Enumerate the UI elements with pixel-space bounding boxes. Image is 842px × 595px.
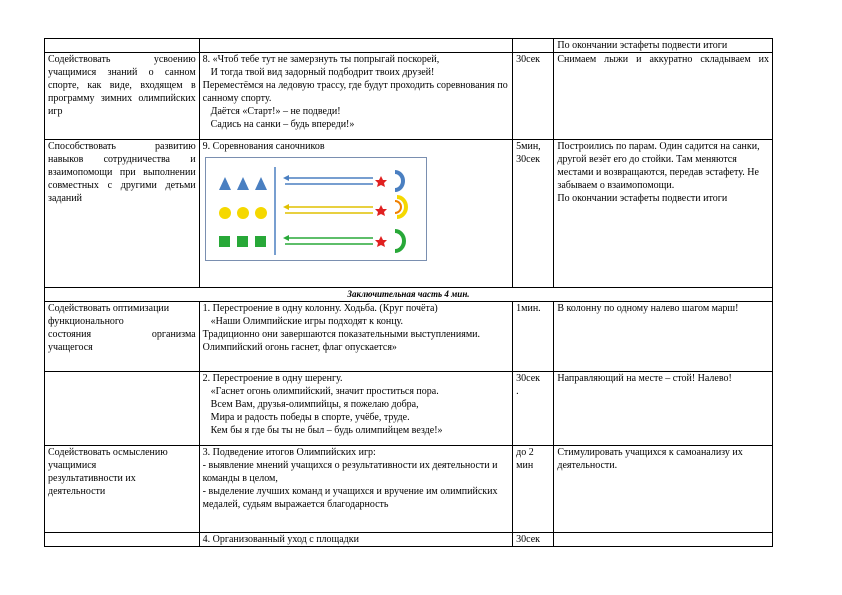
square-icon [219, 236, 230, 247]
time-text: мин [516, 460, 534, 471]
section-heading: Заключительная часть 4 мин. [45, 288, 773, 302]
goal-cell [45, 533, 200, 547]
content-line: Мира и радость победы в спорте, учёбе, труде. [210, 412, 410, 423]
content-cell [199, 140, 512, 288]
time-text: . [516, 386, 519, 397]
lesson-plan-table [44, 38, 773, 547]
goal-text: функционального [48, 316, 124, 327]
content-line: «Наши Олимпийские игры подходят к концу. [210, 316, 404, 327]
table-row [45, 140, 773, 288]
table-row [45, 53, 773, 140]
ball-icon [237, 207, 249, 219]
time-text: до 2 [516, 447, 534, 458]
time-cell [513, 302, 554, 372]
content-cell [199, 372, 512, 446]
content-cell [199, 39, 512, 53]
goal-text: учащегося [48, 342, 93, 353]
time-text: 5мин, [516, 141, 541, 152]
goal-text: деятельности [48, 486, 106, 497]
content-line: Садись на санки – будь впереди!» [210, 119, 355, 130]
content-line: 3. Подведение итогов Олимпийских игр: [202, 447, 376, 458]
remark-cell [554, 39, 773, 53]
content-line: 4. Организованный уход с площадки [202, 534, 359, 545]
time-cell [513, 39, 554, 53]
sled-relay-diagram [205, 157, 427, 261]
remark-cell [554, 372, 773, 446]
goal-text: Содействовать оптимизации [48, 303, 170, 314]
goal-cell [45, 302, 200, 372]
remark-text: В колонну по одному налево шагом марш! [557, 303, 739, 314]
time-text: 30сек [516, 373, 540, 384]
remark-text: Направляющий на месте – стой! Налево! [557, 373, 732, 384]
remark-cell [554, 53, 773, 140]
table-row [45, 533, 773, 547]
content-line: - выявление мнений учащихся о результативности их деятельности и команды в целом, [202, 460, 498, 484]
content-cell [199, 533, 512, 547]
goal-cell [45, 446, 200, 533]
content-line: Всем Вам, друзья-олимпийцы, я пожелаю добра, [210, 399, 419, 410]
content-cell [199, 302, 512, 372]
sled-relay-diagram-svg [205, 157, 427, 261]
goal-text: учащимися [48, 460, 97, 471]
goal-text: Содействовать усвоению учащимися знаний о санном спорте, как виде, входящем в программу зимних олимпийских игр [48, 54, 196, 117]
content-line: 9. Соревнования саночников [202, 141, 325, 152]
remark-text: По окончании эстафеты подвести итоги [557, 193, 728, 204]
remark-text: По окончании эстафеты подвести итоги [557, 40, 728, 51]
goal-cell [45, 140, 200, 288]
content-line: Даётся «Старт!» – не подведи! [210, 106, 341, 117]
time-text: 30сек [516, 534, 540, 545]
goal-cell [45, 53, 200, 140]
time-cell [513, 533, 554, 547]
table-row [45, 372, 773, 446]
content-line: 8. «Чтоб тебе тут не замерзнуть ты попрыгай поскорей, [202, 54, 440, 65]
time-cell [513, 140, 554, 288]
remark-cell [554, 446, 773, 533]
table-row [45, 39, 773, 53]
time-cell [513, 446, 554, 533]
content-line: «Гаснет огонь олимпийский, значит проститься пора. [210, 386, 439, 397]
content-line: И тогда твой вид задорный подбодрит твоих друзей! [210, 67, 435, 78]
remark-text: Построились по парам. Один садится на санки, другой везёт его до стойки. Там меняются местами и возвращаются, передав эстафету. Не забываем о взаимопомощи. [557, 141, 760, 191]
content-line: Переместёмся на ледовую трассу, где будут проходить соревнования по санному спорту. [202, 80, 508, 104]
remark-text: Стимулировать учащихся к самоанализу их деятельности. [557, 447, 743, 471]
content-cell [199, 446, 512, 533]
time-cell [513, 53, 554, 140]
time-text: 30сек [516, 154, 540, 165]
square-icon [255, 236, 266, 247]
table-row [45, 302, 773, 372]
table-row [45, 446, 773, 533]
ball-icon [219, 207, 231, 219]
section-row [45, 288, 773, 302]
remark-cell [554, 533, 773, 547]
content-line: - выделение лучших команд и учащихся и вручение им олимпийских медалей, судьям выражается благодарность [202, 486, 498, 510]
time-text: 1мин. [516, 303, 541, 314]
goal-text: Способствовать развитию навыков сотрудничества и взаимопомощи при выполнении совместных с другими детьми заданий [48, 141, 196, 204]
content-line: 2. Перестроение в одну шеренгу. [202, 373, 343, 384]
goal-cell [45, 372, 200, 446]
goal-text: состояния организма [48, 329, 196, 340]
content-line: 1. Перестроение в одну колонну. Ходьба. (Круг почёта) [202, 303, 438, 314]
time-text: 30сек [516, 54, 540, 65]
goal-text: Содействовать осмыслению [48, 447, 168, 458]
ball-icon [255, 207, 267, 219]
goal-cell [45, 39, 200, 53]
square-icon [237, 236, 248, 247]
remark-text: Снимаем лыжи и аккуратно складываем их [557, 54, 769, 65]
goal-text: результативности их [48, 473, 136, 484]
content-cell [199, 53, 512, 140]
time-cell [513, 372, 554, 446]
content-line: Кем бы я где бы ты не был – будь олимпийцем везде!» [210, 425, 443, 436]
remark-cell [554, 302, 773, 372]
content-line: Традиционно они завершаются показательными выступлениями. Олимпийский огонь гаснет, флаг опускается» [202, 329, 481, 353]
remark-cell [554, 140, 773, 288]
